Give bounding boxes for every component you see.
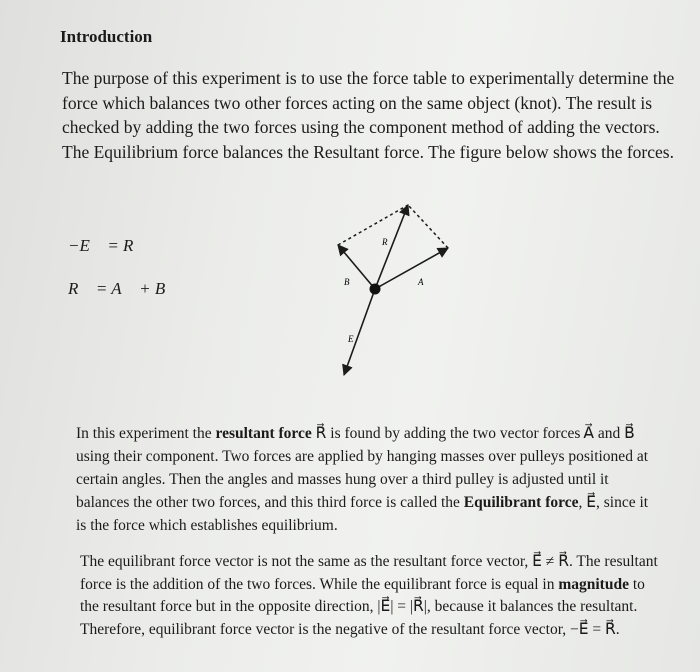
knot-dot xyxy=(370,284,381,295)
vector-a xyxy=(375,248,448,289)
label-r: R⃗ xyxy=(382,237,395,247)
intro-paragraph: The purpose of this experiment is to use the force table to experimentally determine the force which balances two other forces acting on the same object (knot). The result is checked by adding the two forces using the component method of adding the vectors. The Equilibrium force balances the Resultant force. The figure below shows the forces. xyxy=(62,68,675,162)
section-heading: Introduction xyxy=(60,27,153,46)
label-a: A⃗ xyxy=(418,277,431,287)
term-magnitude: magnitude xyxy=(558,575,629,593)
label-b: B⃗ xyxy=(344,277,357,287)
vector-e xyxy=(344,289,375,375)
label-e: E⃗ xyxy=(348,334,361,344)
equation-resultant: R⃗ = A⃗ + B⃗ xyxy=(68,279,179,298)
force-vector-diagram xyxy=(320,190,480,390)
dashed-side-b-to-r xyxy=(338,205,408,245)
equation-equilibrant: −E⃗ = R⃗ xyxy=(68,236,147,255)
dashed-side-a-to-r xyxy=(408,205,448,248)
term-equilibrant-force: Equilibrant force xyxy=(463,494,579,511)
paragraph-equilibrant: The equilibrant force vector is not the same as the resultant force vector, E⃗ ≠ R⃗. The resultant force is the addition of the two forces. While the equilibrant force is equal in magnitude to the resultant force but in the opposite direction, |E⃗| = |R⃗|, because it balances the resultant. Therefore, equilibrant force vector is the negative of the resultant force vector, −E⃗ = R⃗. xyxy=(80,553,658,638)
paragraph-resultant: In this experiment the resultant force R⃗ is found by adding the two vector forces A⃗ and B⃗ using their component. Two forces are applied by hanging masses over pulleys positioned at certain angles. Then the angles and masses hung over a third pulley is adjusted until it balances the other two forces, and this third force is called the Equilibrant force, E⃗, since it is the force which establishes equilibrium. xyxy=(76,425,649,534)
term-resultant-force: resultant force xyxy=(215,425,312,442)
vector-r xyxy=(375,205,408,289)
